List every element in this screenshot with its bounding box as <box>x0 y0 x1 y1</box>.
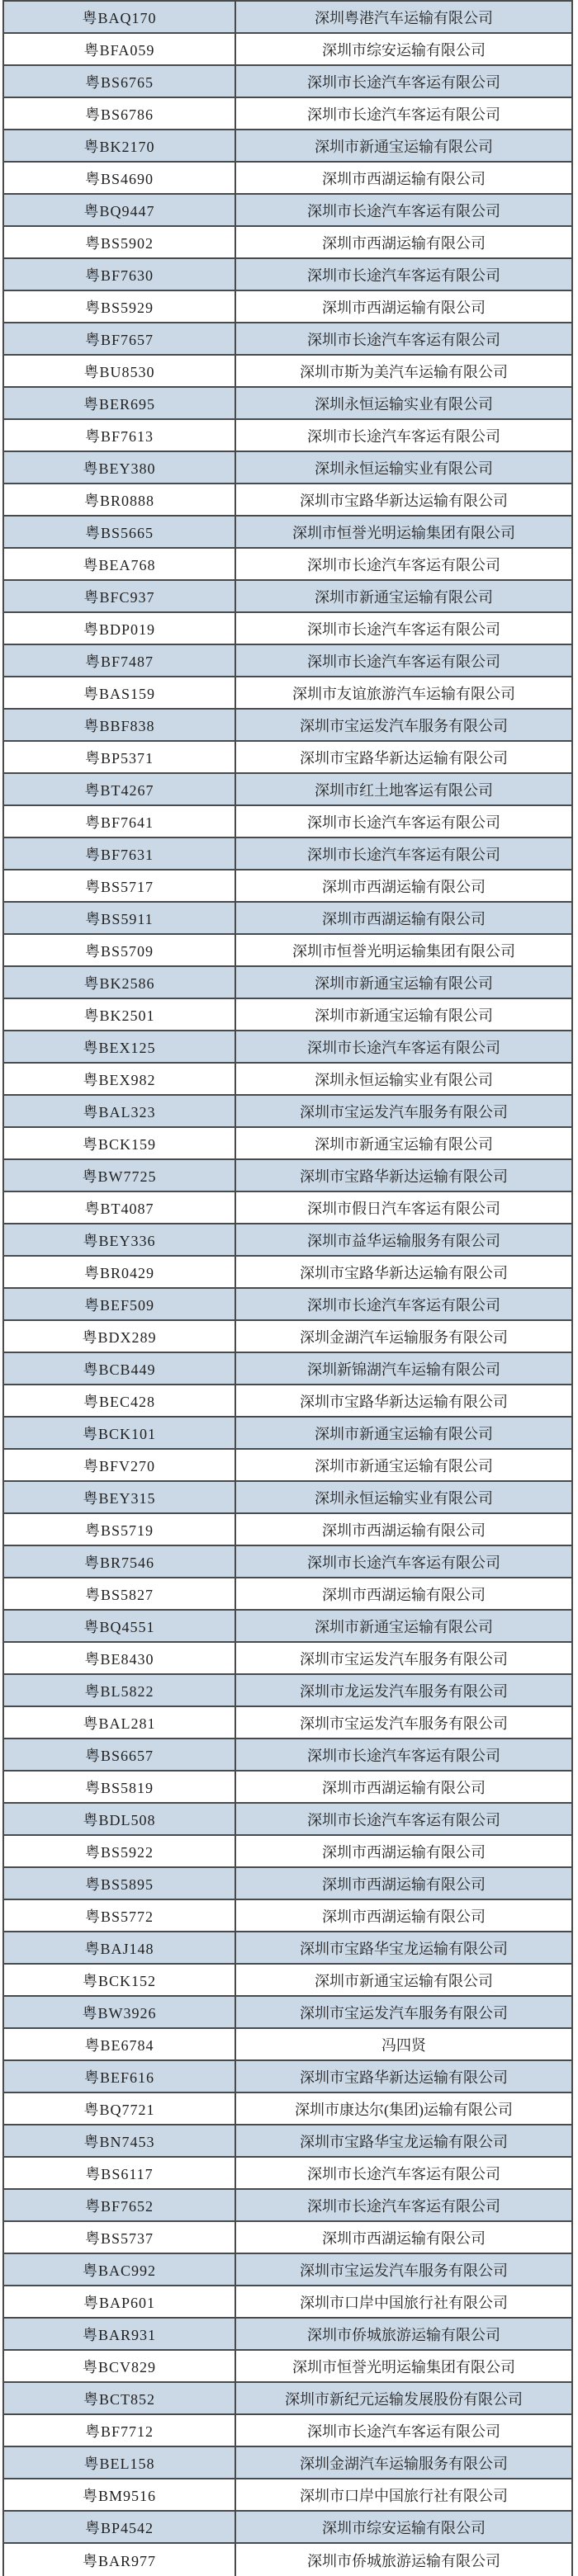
license-plate-cell: 粤BFA059 <box>4 34 236 64</box>
company-name-cell: 深圳新锦湖汽车运输有限公司 <box>307 1361 500 1378</box>
license-plate-cell: 粤BEF509 <box>4 1289 236 1319</box>
table-row <box>4 2286 571 2319</box>
table-row <box>4 452 571 484</box>
company-name-cell: 深圳市长途汽车客运有限公司 <box>307 267 500 284</box>
table-row <box>4 2512 571 2544</box>
company-name-cell: 深圳市宝路华宝龙运输有限公司 <box>300 1940 508 1957</box>
company-name-cell: 深圳市康达尔(集团)运输有限公司 <box>295 2101 513 2118</box>
company-name-cell: 深圳市宝运发汽车服务有限公司 <box>300 2004 508 2022</box>
company-name-cell: 深圳市新通宝运输有限公司 <box>315 1618 493 1635</box>
company-name-cell: 深圳市侨城旅游运输有限公司 <box>307 2326 500 2343</box>
table-row <box>4 1772 571 1804</box>
license-plate-cell: 粤BR7546 <box>4 1546 236 1577</box>
license-plate-cell: 粤BCV829 <box>4 2351 236 2381</box>
company-name-cell: 深圳市长途汽车客运有限公司 <box>307 620 500 638</box>
license-plate-cell: 粤BK2170 <box>4 130 236 161</box>
license-plate-cell: 粤BQ9447 <box>4 195 236 225</box>
table-row <box>4 1514 571 1546</box>
license-plate-cell: 粤BBF838 <box>4 710 236 740</box>
license-plate-cell: 粤BQ4551 <box>4 1611 236 1641</box>
company-name-cell: 深圳市长途汽车客运有限公司 <box>307 1296 500 1314</box>
license-plate-cell: 粤BCK152 <box>4 1965 236 1995</box>
table-row <box>4 2479 571 2512</box>
license-plate-cell: 粤BP4542 <box>4 2512 236 2542</box>
table-row <box>4 34 571 66</box>
license-plate-cell: 粤BS5827 <box>4 1578 236 1609</box>
company-name-cell: 深圳市西湖运输有限公司 <box>322 1843 486 1861</box>
license-plate-cell: 粤BEY336 <box>4 1224 236 1255</box>
table-row <box>4 1675 571 1707</box>
company-name-cell: 深圳市西湖运输有限公司 <box>322 299 486 316</box>
table-row <box>4 98 571 130</box>
license-plate-cell: 粤BFC937 <box>4 581 236 611</box>
table-row <box>4 2 571 34</box>
license-plate-cell: 粤BW3926 <box>4 1997 236 2027</box>
license-plate-cell: 粤BS6786 <box>4 98 236 129</box>
table-row <box>4 742 571 774</box>
license-plate-cell: 粤BAJ148 <box>4 1932 236 1963</box>
company-name-cell: 深圳市宝路华新达运输有限公司 <box>300 1264 508 1281</box>
table-row <box>4 1257 571 1289</box>
table-row <box>4 1804 571 1836</box>
license-plate-cell: 粤BR0429 <box>4 1257 236 1287</box>
table-row <box>4 1739 571 1772</box>
table-row <box>4 1385 571 1418</box>
table-row <box>4 774 571 806</box>
table-row <box>4 935 571 967</box>
company-name-cell: 深圳市新通宝运输有限公司 <box>315 974 493 992</box>
license-plate-cell: 粤BR0888 <box>4 484 236 515</box>
license-plate-cell: 粤BEX982 <box>4 1064 236 1094</box>
table-row <box>4 1643 571 1675</box>
license-plate-cell: 粤BS6765 <box>4 66 236 97</box>
company-name-cell: 深圳市宝路华新达运输有限公司 <box>300 749 508 767</box>
company-name-cell: 深圳市长途汽车客运有限公司 <box>307 202 500 219</box>
table-row <box>4 1031 571 1064</box>
company-name-cell: 深圳市长途汽车客运有限公司 <box>307 846 500 863</box>
license-plate-cell: 粤BS6117 <box>4 2158 236 2188</box>
table-row <box>4 66 571 98</box>
company-name-cell: 深圳市新通宝运输有限公司 <box>315 138 493 155</box>
license-plate-cell: 粤BS5772 <box>4 1900 236 1931</box>
company-name-cell: 深圳市友谊旅游汽车运输有限公司 <box>292 685 515 702</box>
company-name-cell: 深圳市侨城旅游运输有限公司 <box>307 2552 500 2569</box>
company-name-cell: 深圳市新纪元运输发展股份有限公司 <box>285 2390 523 2408</box>
company-name-cell: 深圳市西湖运输有限公司 <box>322 1522 486 1539</box>
license-plate-cell: 粤BK2586 <box>4 967 236 998</box>
license-plate-cell: 粤BAQ170 <box>4 2 236 32</box>
license-plate-cell: 粤BCT852 <box>4 2383 236 2413</box>
table-row <box>4 130 571 163</box>
company-name-cell: 深圳市宝运发汽车服务有限公司 <box>300 1103 508 1121</box>
company-name-cell: 深圳市长途汽车客运有限公司 <box>307 1554 500 1571</box>
license-plate-cell: 粤BF7487 <box>4 645 236 676</box>
license-plate-cell: 粤BCK159 <box>4 1128 236 1158</box>
license-plate-cell: 粤BS4690 <box>4 163 236 193</box>
license-plate-cell: 粤BS5665 <box>4 517 236 547</box>
table-row <box>4 420 571 452</box>
company-name-cell: 深圳市新通宝运输有限公司 <box>315 1135 493 1153</box>
license-plate-cell: 粤BS5922 <box>4 1836 236 1866</box>
company-name-cell: 深圳永恒运输实业有限公司 <box>315 1489 493 1507</box>
company-name-cell: 深圳市西湖运输有限公司 <box>322 1586 486 1603</box>
company-name-cell: 深圳市宝运发汽车服务有限公司 <box>300 717 508 734</box>
company-name-cell: 深圳市宝运发汽车服务有限公司 <box>300 2262 508 2279</box>
company-name-cell: 深圳市恒誉光明运输集团有限公司 <box>292 524 515 541</box>
company-name-cell: 深圳市长途汽车客运有限公司 <box>307 814 500 831</box>
company-name-cell: 深圳市长途汽车客运有限公司 <box>307 556 500 573</box>
license-plate-cell: 粤BF7652 <box>4 2190 236 2220</box>
license-plate-cell: 粤BS5911 <box>4 903 236 933</box>
vehicle-operator-table <box>2 0 573 2576</box>
company-name-cell: 深圳市恒誉光明运输集团有限公司 <box>292 2358 515 2375</box>
table-row <box>4 2544 571 2576</box>
license-plate-cell: 粤BK2501 <box>4 999 236 1030</box>
table-row <box>4 1064 571 1096</box>
table-row <box>4 645 571 677</box>
table-row <box>4 291 571 323</box>
license-plate-cell: 粤BF7613 <box>4 420 236 451</box>
table-row <box>4 1611 571 1643</box>
company-name-cell: 深圳市西湖运输有限公司 <box>322 1908 486 1925</box>
license-plate-cell: 粤BE8430 <box>4 1643 236 1673</box>
table-row <box>4 1289 571 1321</box>
table-row <box>4 903 571 935</box>
table-row <box>4 806 571 838</box>
license-plate-cell: 粤BEC428 <box>4 1385 236 1416</box>
table-row <box>4 1192 571 1224</box>
table-row <box>4 1965 571 1997</box>
license-plate-cell: 粤BAL281 <box>4 1707 236 1738</box>
company-name-cell: 深圳市长途汽车客运有限公司 <box>307 2423 500 2440</box>
license-plate-cell: 粤BAR977 <box>4 2544 236 2576</box>
license-plate-cell: 粤BS5717 <box>4 870 236 901</box>
table-row <box>4 967 571 999</box>
license-plate-cell: 粤BS5737 <box>4 2222 236 2253</box>
table-row <box>4 2254 571 2286</box>
license-plate-cell: 粤BS5719 <box>4 1514 236 1545</box>
company-name-cell: 深圳市西湖运输有限公司 <box>322 1779 486 1796</box>
license-plate-cell: 粤BP5371 <box>4 742 236 772</box>
license-plate-cell: 粤BN7453 <box>4 2125 236 2156</box>
license-plate-cell: 粤BS6657 <box>4 1739 236 1770</box>
license-plate-cell: 粤BDX289 <box>4 1321 236 1352</box>
company-name-cell: 深圳市长途汽车客运有限公司 <box>307 331 500 348</box>
company-name-cell: 冯四贤 <box>381 2036 426 2054</box>
company-name-cell: 深圳市新通宝运输有限公司 <box>315 1457 493 1474</box>
license-plate-cell: 粤BAC992 <box>4 2254 236 2285</box>
table-row <box>4 259 571 291</box>
company-name-cell: 深圳市宝路华新达运输有限公司 <box>300 2069 508 2086</box>
company-name-cell: 深圳金湖汽车运输服务有限公司 <box>300 2455 508 2472</box>
license-plate-cell: 粤BS5895 <box>4 1868 236 1899</box>
license-plate-cell: 粤BDP019 <box>4 613 236 644</box>
company-name-cell: 深圳市综安运输有限公司 <box>322 41 486 59</box>
company-name-cell: 深圳市西湖运输有限公司 <box>322 910 486 927</box>
license-plate-cell: 粤BF7712 <box>4 2415 236 2446</box>
license-plate-cell: 粤BAP601 <box>4 2286 236 2317</box>
company-name-cell: 深圳市长途汽车客运有限公司 <box>307 1039 500 1056</box>
company-name-cell: 深圳市口岸中国旅行社有限公司 <box>300 2294 508 2311</box>
table-row <box>4 2061 571 2093</box>
license-plate-cell: 粤BF7631 <box>4 838 236 869</box>
company-name-cell: 深圳市西湖运输有限公司 <box>322 2229 486 2247</box>
table-row <box>4 2125 571 2158</box>
table-row <box>4 1160 571 1192</box>
license-plate-cell: 粤BEL158 <box>4 2447 236 2478</box>
table-row <box>4 517 571 549</box>
table-row <box>4 1997 571 2029</box>
company-name-cell: 深圳市新通宝运输有限公司 <box>315 1425 493 1442</box>
license-plate-cell: 粤BS5819 <box>4 1772 236 1802</box>
license-plate-cell: 粤BEY315 <box>4 1482 236 1512</box>
company-name-cell: 深圳市西湖运输有限公司 <box>322 170 486 187</box>
table-row <box>4 1932 571 1965</box>
license-plate-cell: 粤BF7630 <box>4 259 236 290</box>
table-row <box>4 2447 571 2479</box>
table-row <box>4 838 571 870</box>
table-row <box>4 2222 571 2254</box>
table-row <box>4 710 571 742</box>
table-row <box>4 1546 571 1578</box>
table-row <box>4 677 571 710</box>
license-plate-cell: 粤BM9516 <box>4 2479 236 2510</box>
table-row <box>4 484 571 517</box>
license-plate-cell: 粤BF7641 <box>4 806 236 837</box>
company-name-cell: 深圳市长途汽车客运有限公司 <box>307 653 500 670</box>
table-row <box>4 2190 571 2222</box>
license-plate-cell: 粤BEA768 <box>4 549 236 579</box>
table-row <box>4 356 571 388</box>
company-name-cell: 深圳市长途汽车客运有限公司 <box>307 106 500 123</box>
company-name-cell: 深圳永恒运输实业有限公司 <box>315 395 493 413</box>
license-plate-cell: 粤BAS159 <box>4 677 236 708</box>
company-name-cell: 深圳市宝运发汽车服务有限公司 <box>300 1650 508 1668</box>
table-row <box>4 2319 571 2351</box>
license-plate-cell: 粤BAL323 <box>4 1096 236 1126</box>
license-plate-cell: 粤BDL508 <box>4 1804 236 1834</box>
license-plate-cell: 粤BS5709 <box>4 935 236 965</box>
table-row <box>4 2415 571 2447</box>
table-row <box>4 613 571 645</box>
company-name-cell: 深圳金湖汽车运输服务有限公司 <box>300 1328 508 1346</box>
table-row <box>4 2351 571 2383</box>
company-name-cell: 深圳市宝运发汽车服务有限公司 <box>300 1715 508 1732</box>
company-name-cell: 深圳市宝路华新达运输有限公司 <box>300 1168 508 1185</box>
company-name-cell: 深圳市益华运输服务有限公司 <box>307 1232 500 1249</box>
license-plate-cell: 粤BER695 <box>4 388 236 418</box>
company-name-cell: 深圳市斯为美汽车运输有限公司 <box>300 363 508 380</box>
table-row <box>4 323 571 356</box>
license-plate-cell: 粤BEY380 <box>4 452 236 483</box>
license-plate-cell: 粤BS5902 <box>4 227 236 257</box>
company-name-cell: 深圳市红土地客运有限公司 <box>315 781 493 799</box>
table-row <box>4 999 571 1031</box>
company-name-cell: 深圳市长途汽车客运有限公司 <box>307 2165 500 2182</box>
company-name-cell: 深圳市长途汽车客运有限公司 <box>307 427 500 445</box>
table-row <box>4 1128 571 1160</box>
license-plate-cell: 粤BCK101 <box>4 1418 236 1448</box>
table-row <box>4 195 571 227</box>
license-plate-cell: 粤BT4087 <box>4 1192 236 1223</box>
company-name-cell: 深圳市假日汽车客运有限公司 <box>307 1200 500 1217</box>
table-row <box>4 2383 571 2415</box>
table-row <box>4 2093 571 2125</box>
table-row <box>4 1900 571 1932</box>
table-row <box>4 581 571 613</box>
company-name-cell: 深圳市宝路华新达运输有限公司 <box>300 1393 508 1410</box>
company-name-cell: 深圳市新通宝运输有限公司 <box>315 1972 493 1989</box>
company-name-cell: 深圳永恒运输实业有限公司 <box>315 1071 493 1088</box>
license-plate-cell: 粤BAR931 <box>4 2319 236 2349</box>
table-row <box>4 388 571 420</box>
table-row <box>4 1418 571 1450</box>
company-name-cell: 深圳市恒誉光明运输集团有限公司 <box>292 942 515 960</box>
table-row <box>4 1836 571 1868</box>
table-row <box>4 163 571 195</box>
table-row <box>4 870 571 903</box>
table-row <box>4 1321 571 1353</box>
license-plate-cell: 粤BCB449 <box>4 1353 236 1384</box>
table-row <box>4 1578 571 1611</box>
company-name-cell: 深圳市长途汽车客运有限公司 <box>307 1811 500 1828</box>
company-name-cell: 深圳市西湖运输有限公司 <box>322 878 486 895</box>
table-row <box>4 227 571 259</box>
company-name-cell: 深圳市长途汽车客运有限公司 <box>307 2197 500 2215</box>
license-plate-cell: 粤BFV270 <box>4 1450 236 1480</box>
license-plate-cell: 粤BS5929 <box>4 291 236 322</box>
company-name-cell: 深圳市宝路华新达运输有限公司 <box>300 492 508 509</box>
license-plate-cell: 粤BEX125 <box>4 1031 236 1062</box>
license-plate-cell: 粤BE6784 <box>4 2029 236 2059</box>
license-plate-cell: 粤BU8530 <box>4 356 236 386</box>
license-plate-cell: 粤BW7725 <box>4 1160 236 1191</box>
company-name-cell: 深圳市新通宝运输有限公司 <box>315 588 493 606</box>
license-plate-cell: 粤BF7657 <box>4 323 236 354</box>
license-plate-cell: 粤BT4267 <box>4 774 236 804</box>
license-plate-cell: 粤BEF616 <box>4 2061 236 2092</box>
table-row <box>4 2029 571 2061</box>
license-plate-cell: 粤BL5822 <box>4 1675 236 1706</box>
table-row <box>4 1353 571 1385</box>
table-row <box>4 549 571 581</box>
table-row <box>4 1450 571 1482</box>
company-name-cell: 深圳市新通宝运输有限公司 <box>315 1007 493 1024</box>
license-plate-cell: 粤BQ7721 <box>4 2093 236 2124</box>
company-name-cell: 深圳市龙运发汽车服务有限公司 <box>300 1682 508 1700</box>
company-name-cell: 深圳市西湖运输有限公司 <box>322 1875 486 1893</box>
company-name-cell: 深圳永恒运输实业有限公司 <box>315 460 493 477</box>
table-row <box>4 1096 571 1128</box>
company-name-cell: 深圳粤港汽车运输有限公司 <box>315 9 493 26</box>
company-name-cell: 深圳市长途汽车客运有限公司 <box>307 1747 500 1764</box>
table-row <box>4 1482 571 1514</box>
table-row <box>4 2158 571 2190</box>
table-row <box>4 1868 571 1900</box>
company-name-cell: 深圳市长途汽车客运有限公司 <box>307 73 500 91</box>
company-name-cell: 深圳市宝路华宝龙运输有限公司 <box>300 2133 508 2150</box>
company-name-cell: 深圳市口岸中国旅行社有限公司 <box>300 2487 508 2504</box>
table-row <box>4 1707 571 1739</box>
company-name-cell: 深圳市西湖运输有限公司 <box>322 234 486 252</box>
company-name-cell: 深圳市综安运输有限公司 <box>322 2519 486 2536</box>
table-row <box>4 1224 571 1257</box>
